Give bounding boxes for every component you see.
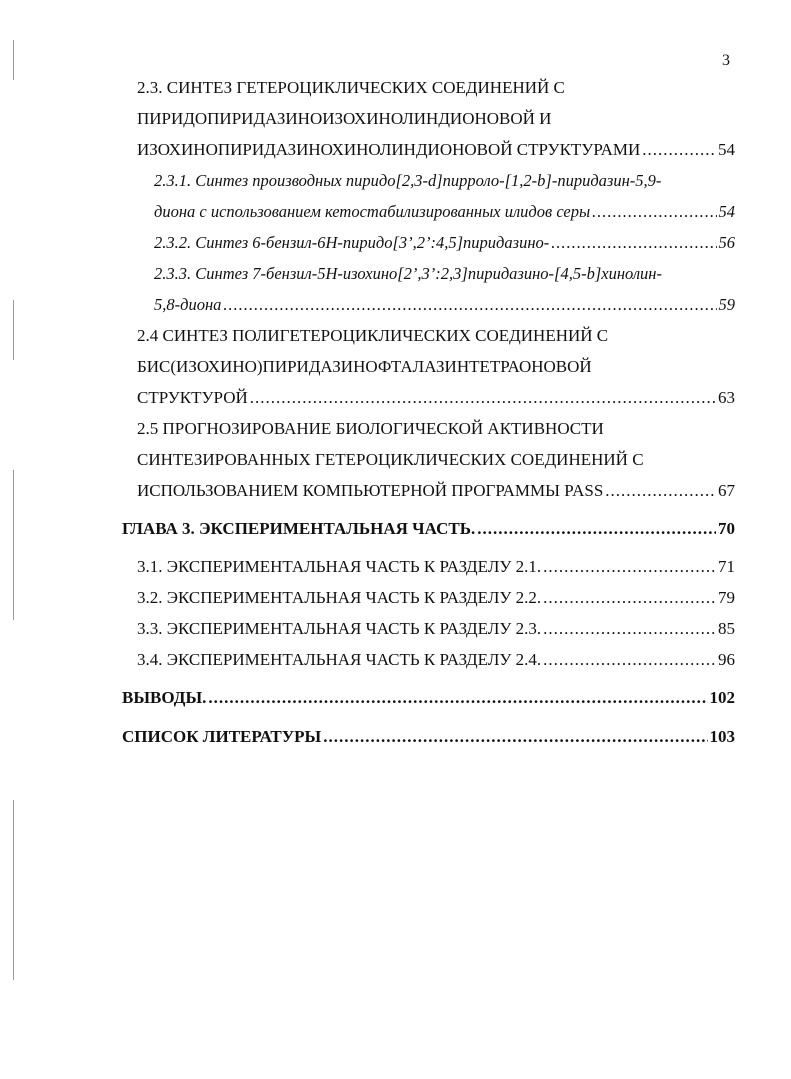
- toc-entry-2-4-line2: БИС(ИЗОХИНО)ПИРИДАЗИНОФТАЛАЗИНТЕТРАОНОВОЙ: [137, 357, 592, 376]
- toc-page-number: 67: [718, 481, 735, 500]
- toc-page-number: 56: [718, 233, 735, 252]
- page-number: 3: [722, 52, 730, 69]
- toc-entry-3-1[interactable]: 3.1. ЭКСПЕРИМЕНТАЛЬНАЯ ЧАСТЬ К РАЗДЕЛУ 2.1. ..... 71: [137, 556, 735, 578]
- toc-page-number: 102: [709, 688, 735, 707]
- toc-page-number: 63: [718, 388, 735, 407]
- dot-leader: [208, 687, 707, 709]
- toc-entry-chapter-3[interactable]: ГЛАВА 3. ЭКСПЕРИМЕНТАЛЬНАЯ ЧАСТЬ. ..... 70: [122, 518, 735, 540]
- toc-entry-2-4-line1: 2.4 СИНТЕЗ ПОЛИГЕТЕРОЦИКЛИЧЕСКИХ СОЕДИНЕНИЙ С: [137, 326, 609, 345]
- dot-leader: [477, 518, 716, 540]
- dot-leader: [223, 294, 716, 316]
- dot-leader: [543, 618, 716, 640]
- scan-edge-mark: [13, 300, 14, 360]
- dot-leader: [605, 480, 716, 502]
- dot-leader: [323, 726, 707, 748]
- toc-entry-2-3-3-line1: 2.3.3. Синтез 7-бензил-5Н-изохино[2’,3’:2,3]пиридазино-[4,5-b]хинолин-: [154, 264, 662, 283]
- toc-entry-2-5-line2: СИНТЕЗИРОВАННЫХ ГЕТЕРОЦИКЛИЧЕСКИХ СОЕДИНЕНИЙ С: [137, 450, 644, 469]
- toc-entry-3-4[interactable]: 3.4. ЭКСПЕРИМЕНТАЛЬНАЯ ЧАСТЬ К РАЗДЕЛУ 2.4. ..... 96: [137, 649, 735, 671]
- dot-leader: [592, 201, 716, 223]
- dot-leader: [543, 556, 716, 578]
- dot-leader: [551, 232, 716, 254]
- toc-page-number: 96: [718, 650, 735, 669]
- toc-page-number: 54: [718, 202, 735, 221]
- scan-edge-mark: [13, 800, 14, 980]
- toc-page-number: 103: [709, 727, 735, 746]
- toc-entry-2-3-line2: ПИРИДОПИРИДАЗИНОИЗОХИНОЛИНДИОНОВОЙ И: [137, 109, 552, 128]
- toc-entry-3-2[interactable]: 3.2. ЭКСПЕРИМЕНТАЛЬНАЯ ЧАСТЬ К РАЗДЕЛУ 2.2. ..... 79: [137, 587, 735, 609]
- toc-entry-2-5-line1: 2.5 ПРОГНОЗИРОВАНИЕ БИОЛОГИЧЕСКОЙ АКТИВНОСТИ: [137, 419, 604, 438]
- toc-entry-2-3-3[interactable]: 5,8-диона ..... 59: [154, 294, 735, 316]
- dot-leader: [543, 587, 716, 609]
- dot-leader: [642, 139, 716, 161]
- toc-page-number: 85: [718, 619, 735, 638]
- toc-entry-2-3-1-line1: 2.3.1. Синтез производных пиридо[2,3-d]пирроло-[1,2-b]-пиридазин-5,9-: [154, 171, 662, 190]
- scan-edge-mark: [13, 470, 14, 620]
- toc-entry-conclusions[interactable]: ВЫВОДЫ. ..... 102: [122, 687, 735, 709]
- scan-edge-mark: [13, 40, 14, 80]
- toc-page-number: 54: [718, 140, 735, 159]
- toc-page-number: 71: [718, 557, 735, 576]
- toc-page-number: 79: [718, 588, 735, 607]
- toc-entry-2-3[interactable]: ИЗОХИНОПИРИДАЗИНОХИНОЛИНДИОНОВОЙ СТРУКТУРАМИ ..... 54: [137, 139, 735, 161]
- toc-entry-references[interactable]: СПИСОК ЛИТЕРАТУРЫ ..... 103: [122, 726, 735, 748]
- toc-entry-2-3-line1: 2.3. СИНТЕЗ ГЕТЕРОЦИКЛИЧЕСКИХ СОЕДИНЕНИЙ С: [137, 78, 565, 97]
- toc-entry-3-3[interactable]: 3.3. ЭКСПЕРИМЕНТАЛЬНАЯ ЧАСТЬ К РАЗДЕЛУ 2.3. ..... 85: [137, 618, 735, 640]
- toc-page-number: 59: [718, 295, 735, 314]
- dot-leader: [250, 387, 716, 409]
- toc-entry-2-4[interactable]: СТРУКТУРОЙ ..... 63: [137, 387, 735, 409]
- toc-entry-2-5[interactable]: ИСПОЛЬЗОВАНИЕМ КОМПЬЮТЕРНОЙ ПРОГРАММЫ PASS ..... 67: [137, 480, 735, 502]
- toc-page-number: 70: [718, 519, 735, 538]
- toc-entry-2-3-1[interactable]: диона с использованием кетостабилизированных илидов серы ..... 54: [154, 201, 735, 223]
- dot-leader: [543, 649, 716, 671]
- toc-entry-2-3-2[interactable]: 2.3.2. Синтез 6-бензил-6Н-пиридо[3’,2’:4,5]пиридазино- ..... 56: [154, 232, 735, 254]
